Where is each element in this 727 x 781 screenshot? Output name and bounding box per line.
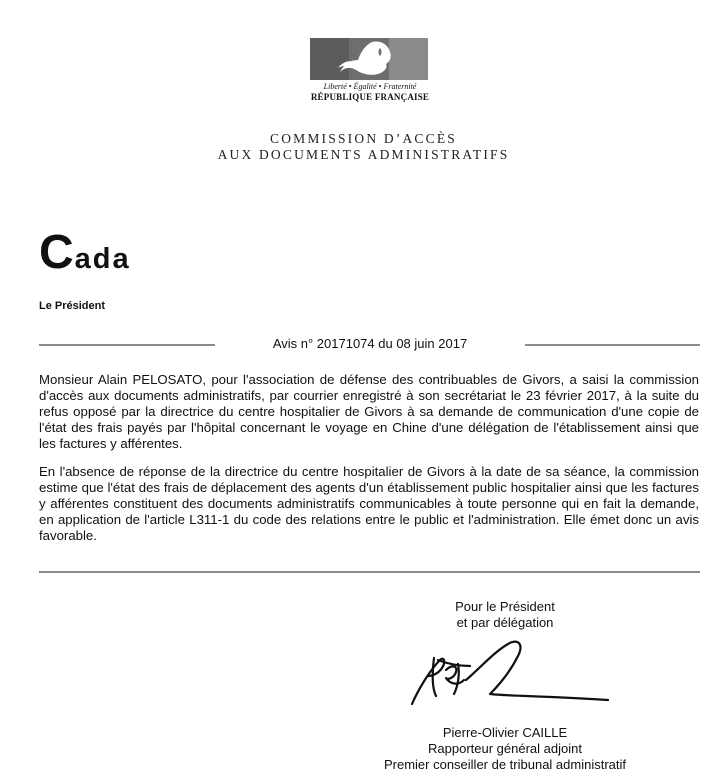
commission-line-1: COMMISSION D’ACCÈS xyxy=(270,131,457,146)
delegation-line-2: et par délégation xyxy=(456,615,554,630)
body-paragraph-2: En l'absence de réponse de la directrice du centre hospitalier de Givors à la date de sa séance, la commission estime que l'état des frais de déplacement des agents d'un établissement public hospitalier ainsi que les factures y afférentes constituent des documents administratifs communicables à toute personne qui en fait la demande, en application de l'article L311-1 du code des relations entre le public et l'administration. Elle émet donc un avis favorable. xyxy=(39,464,699,543)
signature-delegation xyxy=(400,599,610,631)
republique-francaise-text: RÉPUBLIQUE FRANÇAISE xyxy=(310,92,430,102)
body-paragraph-1: Monsieur Alain PELOSATO, pour l'association de défense des contribuables de Givors, a saisi la commission d'accès aux documents administratifs, par courrier enregistré à son secrétariat le 23 février 2017, à la suite du refus opposé par la directrice du centre hospitalier de Givors à sa demande de communication d'une copie de l'état des frais payés par l'hôpital concernant le voyage en Chine d'une délégation de l'établissement ainsi que les factures y afférentes. xyxy=(39,372,699,451)
handwritten-signature xyxy=(398,630,618,720)
bottom-rule xyxy=(39,571,700,573)
commission-heading xyxy=(0,131,727,163)
marianne-emblem xyxy=(310,38,428,80)
cada-logo-rest: ada xyxy=(74,243,131,275)
signatory-name: Pierre-Olivier CAILLE xyxy=(442,725,568,740)
avis-rule-right xyxy=(525,344,700,346)
avis-title: Avis n° 20171074 du 08 juin 2017 xyxy=(272,336,468,351)
commission-line-2: AUX DOCUMENTS ADMINISTRATIFS xyxy=(217,147,510,162)
cada-logo-initial: C xyxy=(39,226,74,279)
avis-rule-left xyxy=(39,344,215,346)
cada-logo xyxy=(39,225,131,280)
republique-francaise-logo xyxy=(310,38,430,102)
delegation-line-1: Pour le Président xyxy=(455,599,555,614)
signatory-title-1: Rapporteur général adjoint xyxy=(428,741,582,756)
republic-motto: Liberté • Égalité • Fraternité xyxy=(323,82,417,91)
signatory-title-2: Premier conseiller de tribunal administratif xyxy=(383,757,627,772)
signatory-details xyxy=(360,725,650,773)
sender-label: Le Président xyxy=(39,300,106,312)
